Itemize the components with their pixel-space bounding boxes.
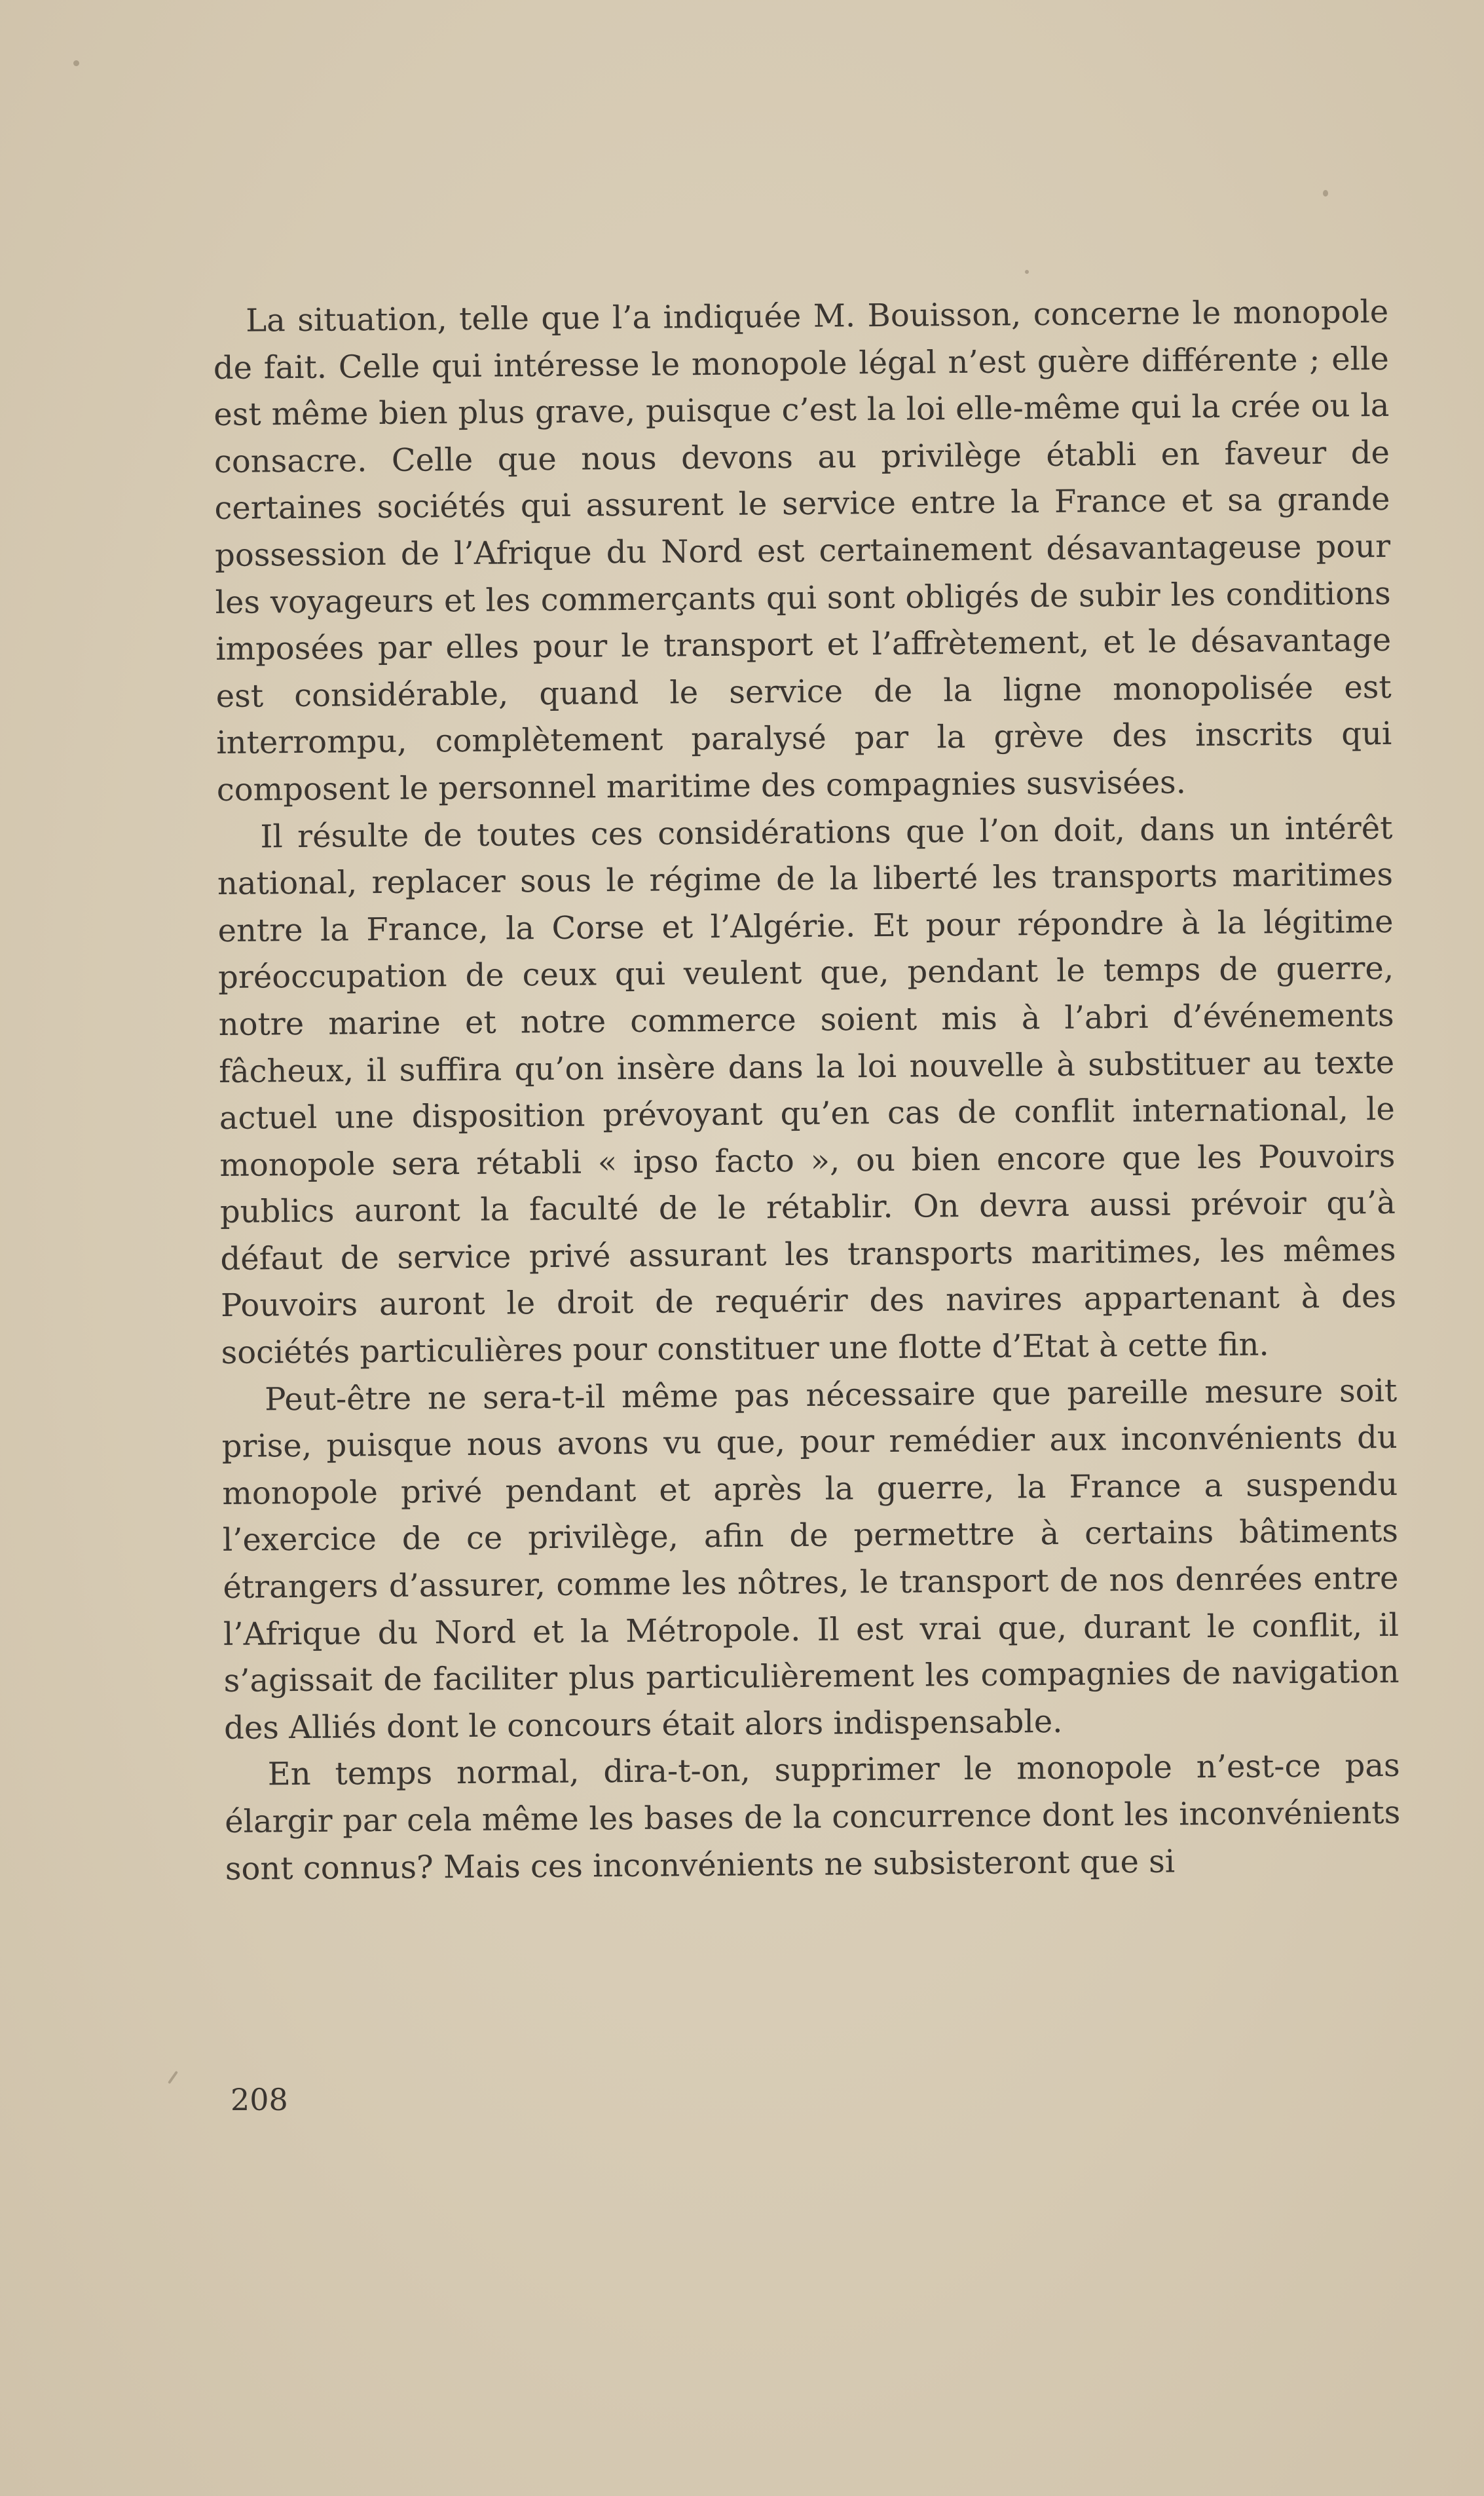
paragraph: Il résulte de toutes ces considérations que l’on doit, dans un intérêt national, replacer sous le régime de la liberté les transports maritimes entre la France, la Corse et l’Algérie. Et pour répondre à la légitime préoccupation de ceux qui veulent que, pendant le temps de guerre, notre marine et notre commerce soient mis à l’abri d’événements fâcheux, il suffira qu’on insère dans la loi nouvelle à substituer au texte actuel une disposition prévoyant qu’en cas de conflit international, le monopole sera rétabli « ipso facto », ou bien encore que les Pouvoirs publics auront la faculté de le rétablir. On devra aussi prévoir qu’à défaut de service privé assurant les transports maritimes, les mêmes Pouvoirs auront le droit de requérir des navires appartenant à des sociétés particulières pour constituer une flotte d’Etat à cette fin. bbox=[217, 809, 1397, 1372]
paper-speck bbox=[1323, 190, 1328, 197]
paragraph: La situation, telle que l’a indiquée M. Bouisson, concerne le monopole de fait. Celle qui intéresse le monopole légal n’est guère différente ; elle est même bien plus grave, puisque c’est la loi elle-même qui la crée ou la consacre. Celle que nous devons au privilège établi en faveur de certaines sociétés qui assurent le service entre la France et sa grande possession de l’Afrique du Nord est certainement désavantageuse pour les voyageurs et les commerçants qui sont obligés de subir les conditions imposées par elles pour le transport et l’affrètement, et le désavantage est considérable, quand le service de la ligne monopolisée est interrompu, complètement paralysé par la grève des inscrits qui composent le personnel maritime des compagnies susvisées. bbox=[213, 293, 1392, 808]
body-text bbox=[213, 289, 1401, 1893]
paper-speck bbox=[1025, 270, 1029, 274]
page-number: 208 bbox=[231, 2082, 288, 2117]
paragraph: En temps normal, dira-t-on, supprimer le monopole n’est-ce pas élargir par cela même les bases de la concurrence dont les inconvénients sont connus? Mais ces inconvénients ne subsisteront que si bbox=[225, 1747, 1401, 1887]
paper-speck bbox=[168, 2071, 178, 2084]
paper-speck bbox=[73, 60, 79, 66]
paragraph: Peut-être ne sera-t-il même pas nécessaire que pareille mesure soit prise, puisque nous avons vu que, pour remédier aux inconvénients du monopole privé pendant et après la guerre, la France a suspendu l’exercice de ce privilège, afin de permettre à certains bâtiments étrangers d’assurer, comme les nôtres, le transport de nos denrées entre l’Afrique du Nord et la Métropole. Il est vrai que, durant le conflit, il s’agissait de faciliter plus particulièrement les compagnies de navigation des Alliés dont le concours était alors indispensable. bbox=[221, 1372, 1400, 1747]
